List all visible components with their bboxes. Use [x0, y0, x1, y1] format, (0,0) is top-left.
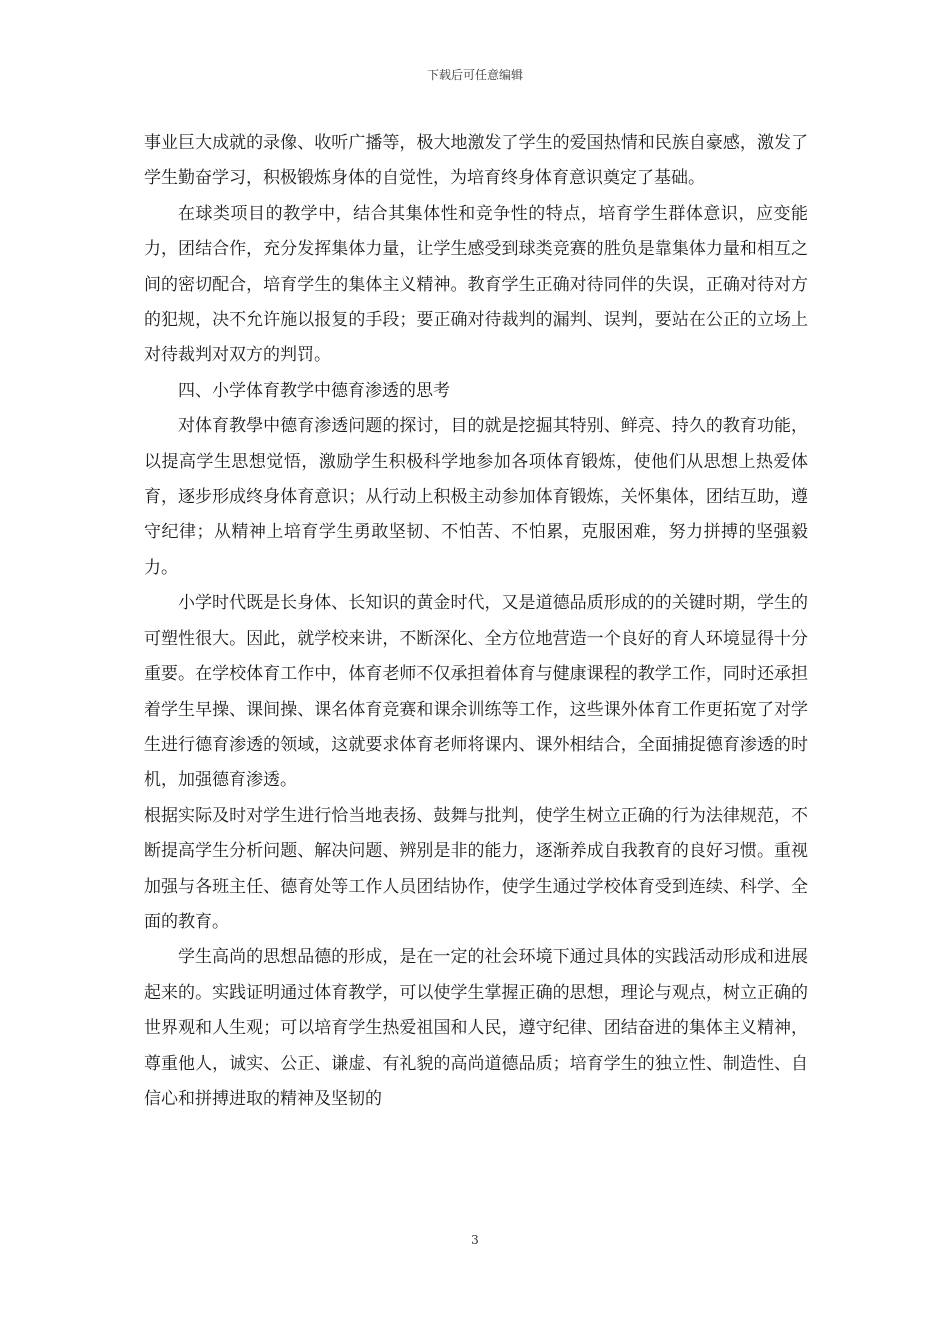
document-body	[144, 126, 808, 1117]
section-heading: 四、小学体育教学中德育渗透的思考	[178, 380, 450, 401]
paragraph-ball-games: 在球类项目的教学中，结合其集体性和竞争性的特点，培育学生群体意识，应变能力，团结合作，充分发挥集体力量，让学生感受到球类竞赛的胜负是靠集体力量和相互之间的密切配合，培育学生的集体主义精神。教育学生正确对待同伴的失误，正确对待对方的犯规，决不允许施以报复的手段；要正确对待裁判的漏判、误判，要站在公正的立场上对待裁判对双方的判罚。	[144, 203, 808, 366]
paragraph-primary-school: 小学时代既是长身体、长知识的黄金时代，又是道德品质形成的的关键时期，学生的可塑性很大。因此，就学校来讲，不断深化、全方位地营造一个良好的育人环境显得十分重要。在学校体育工作中，体育老师不仅承担着体育与健康课程的教学工作，同时还承担着学生早操、课间操、课名体育竞赛和课余训练等工作，这些课外体育工作更拓宽了对学生进行德育渗透的领域，这就要求体育老师将课内、课外相结合，全面捕捉德育渗透的时机，加强德育渗透。	[144, 593, 808, 791]
paragraph-continuation: 事业巨大成就的录像、收听广播等，极大地激发了学生的爱国热情和民族自豪感，激发了学生勤奋学习，积极锻炼身体的自觉性，为培育终身体育意识奠定了基础。	[144, 133, 808, 189]
paragraph-discussion: 对体育教學中德育渗透问题的探讨，目的就是挖掘其特别、鲜亮、持久的教育功能，以提高学生思想觉悟，激励学生积极科学地参加各项体育锻炼，使他们从思想上热爱体育，逐步形成终身体育意识；从行动上积极主动参加体育锻炼，关怀集体，团结互助，遵守纪律；从精神上培育学生勇敢坚韧、不怕苦、不怕累，克服困难，努力拼搏的坚强毅力。	[144, 416, 808, 578]
page-number: 3	[471, 1233, 479, 1247]
paragraph-moral-formation: 学生高尚的思想品德的形成，是在一定的社会环境下通过具体的实践活动形成和进展起来的。实践证明通过体育教学，可以使学生掌握正确的思想，理论与观点，树立正确的世界观和人生观；可以培育学生热爱祖国和人民，遵守纪律、团结奋进的集体主义精神，尊重他人，诚实、公正、谦虚、有礼貌的高尚道德品质；培育学生的独立性、制造性、自信心和拼搏进取的精神及坚韧的	[144, 947, 808, 1109]
page-header: 下载后可任意编辑	[426, 68, 523, 82]
paragraph-feedback: 根据实际及时对学生进行恰当地表扬、鼓舞与批判，使学生树立正确的行为法律规范，不断提高学生分析问题、解决问题、辨别是非的能力，逐渐养成自我教育的良好习惯。重视加强与各班主任、德育处等工作人员团结协作，使学生通过学校体育受到连续、科学、全面的教育。	[144, 805, 808, 932]
